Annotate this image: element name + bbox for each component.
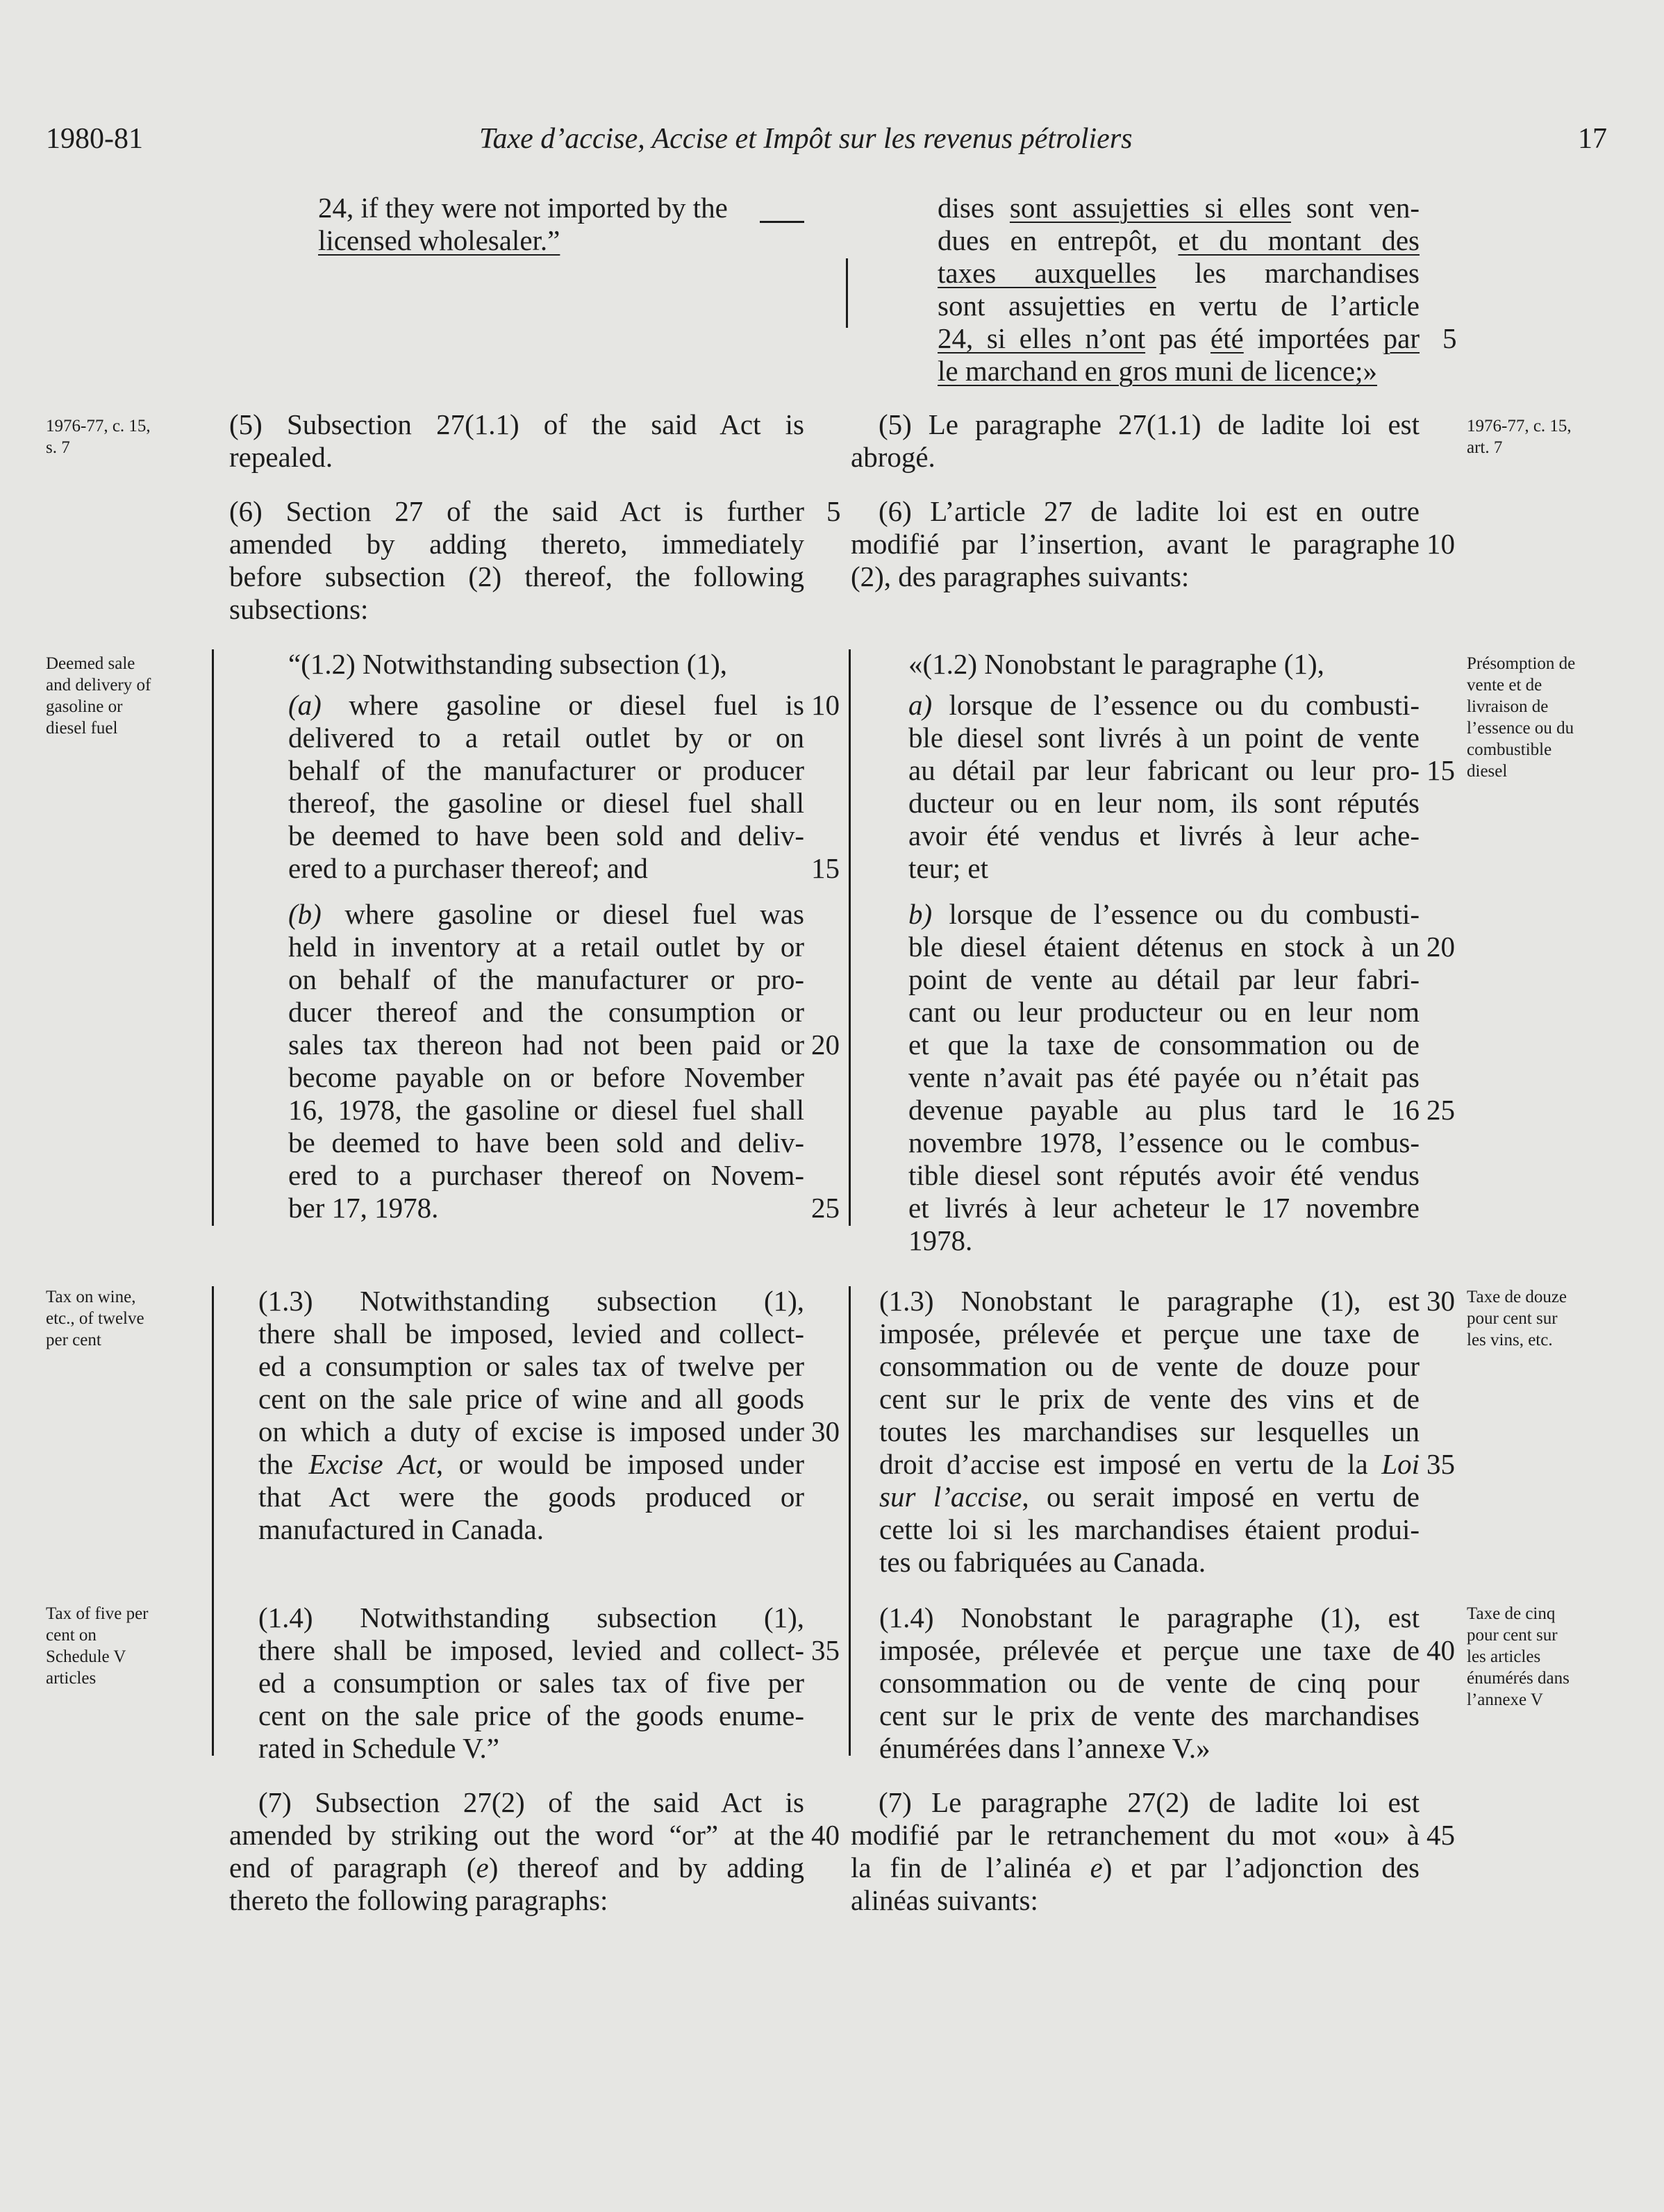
fr-1-3-line-4: cent sur le prix de vente des vins et de — [879, 1383, 1420, 1415]
running-header-title: Taxe d’accise, Accise et Impôt sur les revenus pétroliers — [479, 123, 1133, 155]
en-para-b-line-9: ered to a purchaser thereof on Novem- — [288, 1159, 804, 1191]
fr-paragraph-b — [908, 898, 1420, 1257]
en-sub6-line-2: amended by adding thereto, immediately — [229, 528, 804, 560]
en-1-3-line-5: on which a duty of excise is imposed under — [258, 1415, 804, 1447]
en-subsection-1-3 — [258, 1285, 804, 1546]
fr-para-b-line-9: tible diesel sont réputés avoir été vendus — [908, 1159, 1420, 1191]
fr-1-4-line-2: imposée, prélevée et perçue une taxe de — [879, 1634, 1420, 1666]
en-excise-act-title: Excise Act — [308, 1448, 436, 1480]
en-cont-line-2: licensed wholesaler.” — [318, 224, 560, 256]
en-sub7-line-4: thereto the following paragraphs: — [229, 1884, 608, 1916]
fr-line-number-45: 45 — [1426, 1819, 1455, 1851]
en-sub5-line-2: repealed. — [229, 441, 333, 473]
en-para-a-line-3: behalf of the manufacturer or producer — [288, 754, 804, 786]
fr-1-3-line-2: imposée, prélevée et perçue une taxe de — [879, 1317, 1420, 1349]
fr-sub7-line-3-pre: la fin de l’alinéa — [851, 1852, 1072, 1883]
fr-para-b-line-8: novembre 1978, l’essence ou le combus- — [908, 1126, 1420, 1158]
en-sub7-e: e — [476, 1852, 489, 1883]
en-subsection-6 — [229, 495, 804, 626]
en-sub7-line-1: (7) Subsection 27(2) of the said Act is — [258, 1786, 804, 1818]
fr-change-bar-1-3 — [849, 1286, 851, 1756]
fr-para-b-line-2: ble diesel étaient détenus en stock à un — [908, 931, 1420, 963]
en-1-3-line-8: manufactured in Canada. — [258, 1513, 544, 1545]
fr-sub7-line-2: modifié par le retranchement du mot «ou» à — [851, 1819, 1420, 1851]
en-para-b-line-6: become payable on or before November — [288, 1061, 804, 1093]
en-subsection-1-4 — [258, 1602, 804, 1765]
en-para-b-line-1: where gasoline or diesel fuel was — [344, 898, 804, 930]
fr-1-3-line-6-pre: droit d’accise est imposé en vertu de la — [879, 1448, 1368, 1480]
en-1-4-line-3: ed a consumption or sales tax of five per — [258, 1667, 804, 1699]
en-continuation — [318, 192, 804, 257]
fr-subsection-1-3 — [879, 1285, 1420, 1579]
en-para-a-line-5: be deemed to have been sold and deliv- — [288, 820, 804, 851]
fr-change-bar-1-2 — [849, 649, 851, 1226]
fr-para-b-line-4: cant ou leur producteur ou en leur nom — [908, 996, 1420, 1028]
fr-sub6-line-1: (6) L’article 27 de ladite loi est en outre — [879, 495, 1420, 527]
en-change-bar-1-3 — [212, 1286, 214, 1756]
en-1-3-the: the — [258, 1448, 294, 1480]
page-number: 17 — [1578, 123, 1607, 155]
margin-note-en-wine-tax: Tax on wine, etc., of twelve per cent — [46, 1288, 144, 1349]
fr-sub5-line-1: (5) Le paragraphe 27(1.1) de ladite loi est — [879, 408, 1420, 440]
en-paragraph-a — [288, 689, 804, 885]
fr-paragraph-a — [908, 689, 1420, 885]
fr-label-b: b) — [908, 898, 933, 930]
en-sub7-line-3-post: ) thereof and by adding — [488, 1852, 804, 1883]
en-1-4-line-5: rated in Schedule V.” — [258, 1732, 499, 1764]
en-subsection-5 — [229, 408, 804, 474]
en-1-3-line-1: (1.3) Notwithstanding subsection (1), — [258, 1285, 804, 1317]
en-1-3-line-6-rest: , or would be imposed under — [435, 1448, 804, 1480]
fr-line-number-20: 20 — [1426, 931, 1455, 963]
fr-1-3-line-7-post: , ou serait imposé en vertu de — [1022, 1481, 1420, 1513]
fr-para-b-line-3: point de vente au détail par leur fabri- — [908, 963, 1420, 995]
fr-1-3-line-8: cette loi si les marchandises étaient produi- — [879, 1513, 1420, 1545]
en-para-b-line-2: held in inventory at a retail outlet by or — [288, 931, 804, 963]
en-para-b-line-5: sales tax thereon had not been paid or — [288, 1029, 804, 1061]
en-sub6-line-3: before subsection (2) thereof, the following — [229, 560, 804, 592]
running-header-year: 1980-81 — [46, 123, 143, 155]
fr-para-b-line-6: vente n’avait pas été payée ou n’était pas — [908, 1061, 1420, 1093]
fr-sub7-line-4: alinéas suivants: — [851, 1884, 1038, 1916]
margin-note-en-schedule-v: Tax of five per cent on Schedule V articles — [46, 1604, 149, 1688]
en-label-a: (a) — [288, 689, 322, 721]
fr-subsection-1-2 — [908, 648, 1420, 681]
fr-para-b-line-5: et que la taxe de consommation ou de — [908, 1029, 1420, 1061]
en-sub6-line-1: (6) Section 27 of the said Act is further — [229, 495, 804, 527]
en-1-3-line-7: that Act were the goods produced or — [258, 1481, 804, 1513]
en-1-3-line-4: cent on the sale price of wine and all goods — [258, 1383, 804, 1415]
en-para-b-line-4: ducer thereof and the consumption or — [288, 996, 804, 1028]
fr-label-a: a) — [908, 689, 933, 721]
en-1-4-line-2: there shall be imposed, levied and collect- — [258, 1634, 804, 1666]
fr-para-a-line-5: avoir été vendus et livrés à leur ache- — [908, 820, 1420, 851]
fr-1-3-line-1: (1.3) Nonobstant le paragraphe (1), est — [879, 1285, 1420, 1317]
en-para-b-line-10: ber 17, 1978. — [288, 1192, 439, 1224]
fr-line-number-10: 10 — [1426, 528, 1455, 560]
en-sub7-line-3-pre: end of paragraph ( — [229, 1852, 476, 1883]
en-line-number-40: 40 — [811, 1819, 840, 1851]
fr-line-number-40: 40 — [1426, 1634, 1455, 1666]
fr-1-3-line-5: toutes les marchandises sur lesquelles un — [879, 1415, 1420, 1447]
fr-change-bar-continuation — [846, 258, 848, 328]
fr-para-a-line-3: au détail par leur fabricant ou leur pro- — [908, 754, 1420, 786]
fr-continuation: dises sont assujetties si elles sont ven- dues en entrepôt, et du montant des taxes auxquelles les marchandises sont assujetties en vertu de l’article 24, si elles n’ont pas été importées par le marchand en gros muni de licence;» — [938, 192, 1420, 387]
fr-line-number-15: 15 — [1426, 754, 1455, 786]
fr-1-4-line-4: cent sur le prix de vente des marchandises — [879, 1699, 1420, 1731]
fr-subsection-5 — [851, 408, 1420, 474]
en-1-3-line-2: there shall be imposed, levied and collect- — [258, 1317, 804, 1349]
fr-line-number-25: 25 — [1426, 1094, 1455, 1126]
en-para-a-line-2: delivered to a retail outlet by or on — [288, 722, 804, 754]
fr-sub7-line-1: (7) Le paragraphe 27(2) de ladite loi est — [879, 1786, 1420, 1818]
fr-para-a-line-6: teur; et — [908, 852, 988, 884]
fr-para-a-line-2: ble diesel sont livrés à un point de vente — [908, 722, 1420, 754]
fr-1-3-line-3: consommation ou de vente de douze pour — [879, 1350, 1420, 1382]
fr-loi-title-2: sur l’accise — [879, 1481, 1022, 1513]
en-sub7-line-2: amended by striking out the word “or” at the — [229, 1819, 804, 1851]
en-line-number-15: 15 — [811, 852, 840, 884]
fr-subsection-6 — [851, 495, 1420, 593]
fr-subsection-1-4 — [879, 1602, 1420, 1765]
fr-sub6-line-3: (2), des paragraphes suivants: — [851, 560, 1190, 592]
margin-note-en-deemed-sale: Deemed sale and delivery of gasoline or diesel fuel — [46, 654, 151, 738]
margin-note-fr-vins: Taxe de douze pour cent sur les vins, etc. — [1467, 1288, 1567, 1349]
en-subsection-7 — [229, 1786, 804, 1917]
en-1-4-line-4: cent on the sale price of the goods enume- — [258, 1699, 804, 1731]
en-1-2-heading: “(1.2) Notwithstanding subsection (1), — [288, 648, 727, 680]
en-sub6-line-4: subsections: — [229, 593, 369, 625]
margin-note-en-citation: 1976-77, c. 15, s. 7 — [46, 417, 151, 457]
en-para-a-line-1: where gasoline or diesel fuel is — [349, 689, 805, 721]
fr-loi-title-1: Loi — [1381, 1448, 1420, 1480]
en-para-a-line-4: thereof, the gasoline or diesel fuel shall — [288, 787, 804, 819]
fr-line-number-30: 30 — [1426, 1285, 1455, 1317]
fr-subsection-7 — [851, 1786, 1420, 1917]
fr-1-2-heading: «(1.2) Nonobstant le paragraphe (1), — [908, 648, 1324, 680]
en-para-b-line-8: be deemed to have been sold and deliv- — [288, 1126, 804, 1158]
en-line-number-20: 20 — [811, 1029, 840, 1061]
en-cont-underline-the — [760, 221, 804, 223]
fr-1-4-line-1: (1.4) Nonobstant le paragraphe (1), est — [879, 1602, 1420, 1633]
margin-note-fr-citation: 1976-77, c. 15, art. 7 — [1467, 417, 1572, 457]
en-line-number-35: 35 — [811, 1634, 840, 1666]
en-1-4-line-1: (1.4) Notwithstanding subsection (1), — [258, 1602, 804, 1633]
en-line-number-30: 30 — [811, 1415, 840, 1447]
margin-note-fr-presomption: Présomption de vente et de livraison de l’essence ou du combustible diesel — [1467, 654, 1576, 781]
en-line-number-5: 5 — [826, 495, 841, 527]
fr-1-4-line-3: consommation ou de vente de cinq pour — [879, 1667, 1420, 1699]
en-para-b-line-7: 16, 1978, the gasoline or diesel fuel shall — [288, 1094, 804, 1126]
en-1-3-line-3: ed a consumption or sales tax of twelve per — [258, 1350, 804, 1382]
fr-para-b-line-7: devenue payable au plus tard le 16 — [908, 1094, 1420, 1126]
fr-sub7-line-3-post: ) et par l’adjonction des — [1102, 1852, 1420, 1883]
fr-1-3-line-9: tes ou fabriquées au Canada. — [879, 1546, 1206, 1578]
en-change-bar-1-2 — [212, 649, 214, 1226]
en-label-b: (b) — [288, 898, 322, 930]
fr-sub5-line-2: abrogé. — [851, 441, 935, 473]
margin-note-fr-annexe-v: Taxe de cinq pour cent sur les articles énumérés dans l’annexe V — [1467, 1604, 1570, 1709]
en-subsection-1-2 — [288, 648, 804, 681]
en-para-a-line-6: ered to a purchaser thereof; and — [288, 852, 648, 884]
fr-1-4-line-5: énumérées dans l’annexe V.» — [879, 1732, 1210, 1764]
fr-line-number-5: 5 — [1442, 322, 1457, 354]
fr-para-a-line-1: lorsque de l’essence ou du combusti- — [949, 689, 1420, 721]
en-paragraph-b — [288, 898, 804, 1224]
en-line-number-10: 10 — [811, 689, 840, 721]
en-sub5-line-1: (5) Subsection 27(1.1) of the said Act is — [229, 408, 804, 440]
en-line-number-25: 25 — [811, 1192, 840, 1224]
fr-sub7-e: e — [1090, 1852, 1103, 1883]
fr-line-number-35: 35 — [1426, 1448, 1455, 1480]
fr-sub6-line-2: modifié par l’insertion, avant le paragraphe — [851, 528, 1420, 560]
fr-para-a-line-4: ducteur ou en leur nom, ils sont réputés — [908, 787, 1420, 819]
fr-para-b-line-1: lorsque de l’essence ou du combusti- — [949, 898, 1420, 930]
fr-para-b-line-10: et livrés à leur acheteur le 17 novembre — [908, 1192, 1420, 1224]
fr-para-b-line-11: 1978. — [908, 1224, 973, 1256]
en-para-b-line-3: on behalf of the manufacturer or pro- — [288, 963, 804, 995]
en-cont-line-1: 24, if they were not imported by the — [318, 192, 728, 224]
